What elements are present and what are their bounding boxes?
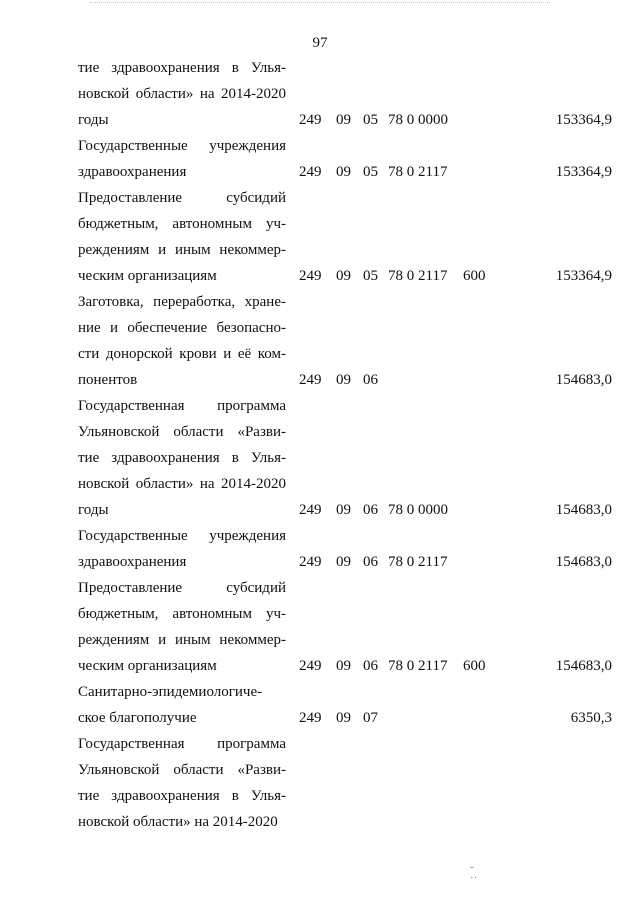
description-line: ческим организациям bbox=[78, 658, 217, 674]
subsection-code: 05 bbox=[363, 268, 378, 284]
description-line: Предоставление субсидий bbox=[78, 190, 286, 206]
description-line: Заготовка, переработка, хране- bbox=[78, 294, 286, 310]
row-description bbox=[78, 679, 286, 731]
admin-code: 249 bbox=[299, 658, 322, 674]
admin-code: 249 bbox=[299, 268, 322, 284]
description-line: Государственная программа bbox=[78, 398, 286, 414]
scan-artifact-marks: ˘ ˙˙ bbox=[470, 865, 478, 887]
row-description bbox=[78, 133, 286, 185]
description-line: годы bbox=[78, 112, 109, 128]
description-line: Предоставление субсидий bbox=[78, 580, 286, 596]
description-line: Ульяновской области «Разви- bbox=[78, 762, 286, 778]
description-line: новской области» на 2014-2020 bbox=[78, 814, 278, 830]
section-code: 09 bbox=[336, 554, 351, 570]
amount-value: 153364,9 bbox=[555, 164, 612, 180]
article-code: 78 0 2117 bbox=[388, 268, 448, 284]
admin-code: 249 bbox=[299, 502, 322, 518]
expense-type-code: 600 bbox=[463, 268, 486, 284]
description-line: Государственные учреждения bbox=[78, 138, 286, 154]
admin-code: 249 bbox=[299, 554, 322, 570]
section-code: 09 bbox=[336, 112, 351, 128]
article-code: 78 0 0000 bbox=[388, 112, 448, 128]
amount-value: 154683,0 bbox=[555, 658, 612, 674]
description-line: тие здравоохранения в Улья- bbox=[78, 450, 286, 466]
subsection-code: 07 bbox=[363, 710, 378, 726]
subsection-code: 06 bbox=[363, 502, 378, 518]
article-code: 78 0 0000 bbox=[388, 502, 448, 518]
subsection-code: 06 bbox=[363, 372, 378, 388]
section-code: 09 bbox=[336, 710, 351, 726]
section-code: 09 bbox=[336, 372, 351, 388]
article-code: 78 0 2117 bbox=[388, 554, 448, 570]
row-description bbox=[78, 523, 286, 575]
amount-value: 154683,0 bbox=[555, 372, 612, 388]
subsection-code: 05 bbox=[363, 112, 378, 128]
row-description bbox=[78, 55, 286, 133]
amount-value: 153364,9 bbox=[555, 268, 612, 284]
article-code: 78 0 2117 bbox=[388, 164, 448, 180]
description-line: реждениям и иным некоммер- bbox=[78, 632, 286, 648]
description-line: новской области» на 2014-2020 bbox=[78, 86, 286, 102]
expense-type-code: 600 bbox=[463, 658, 486, 674]
row-description bbox=[78, 731, 286, 835]
row-description bbox=[78, 393, 286, 523]
description-line: Ульяновской области «Разви- bbox=[78, 424, 286, 440]
admin-code: 249 bbox=[299, 710, 322, 726]
admin-code: 249 bbox=[299, 372, 322, 388]
description-line: реждениям и иным некоммер- bbox=[78, 242, 286, 258]
amount-value: 154683,0 bbox=[555, 554, 612, 570]
admin-code: 249 bbox=[299, 164, 322, 180]
subsection-code: 06 bbox=[363, 554, 378, 570]
description-line: Государственные учреждения bbox=[78, 528, 286, 544]
description-line: годы bbox=[78, 502, 109, 518]
description-line: ние и обеспечение безопасно- bbox=[78, 320, 286, 336]
subsection-code: 05 bbox=[363, 164, 378, 180]
description-line: тие здравоохранения в Улья- bbox=[78, 60, 286, 76]
description-line: ческим организациям bbox=[78, 268, 217, 284]
description-line: новской области» на 2014-2020 bbox=[78, 476, 286, 492]
amount-value: 154683,0 bbox=[555, 502, 612, 518]
subsection-code: 06 bbox=[363, 658, 378, 674]
description-line: Государственная программа bbox=[78, 736, 286, 752]
description-line: здравоохранения bbox=[78, 164, 187, 180]
scan-artifact-line bbox=[90, 2, 550, 11]
description-line: тие здравоохранения в Улья- bbox=[78, 788, 286, 804]
row-description bbox=[78, 185, 286, 289]
admin-code: 249 bbox=[299, 112, 322, 128]
row-description bbox=[78, 289, 286, 393]
section-code: 09 bbox=[336, 502, 351, 518]
description-line: ское благополучие bbox=[78, 710, 197, 726]
page-number: 97 bbox=[312, 35, 328, 51]
description-line: бюджетным, автономным уч- bbox=[78, 606, 286, 622]
description-line: Санитарно-эпидемиологиче- bbox=[78, 684, 263, 700]
section-code: 09 bbox=[336, 164, 351, 180]
amount-value: 6350,3 bbox=[570, 710, 612, 726]
description-line: сти донорской крови и её ком- bbox=[78, 346, 286, 362]
description-line: понентов bbox=[78, 372, 138, 388]
section-code: 09 bbox=[336, 268, 351, 284]
row-description bbox=[78, 575, 286, 679]
section-code: 09 bbox=[336, 658, 351, 674]
description-line: бюджетным, автономным уч- bbox=[78, 216, 286, 232]
description-line: здравоохранения bbox=[78, 554, 187, 570]
amount-value: 153364,9 bbox=[555, 112, 612, 128]
article-code: 78 0 2117 bbox=[388, 658, 448, 674]
